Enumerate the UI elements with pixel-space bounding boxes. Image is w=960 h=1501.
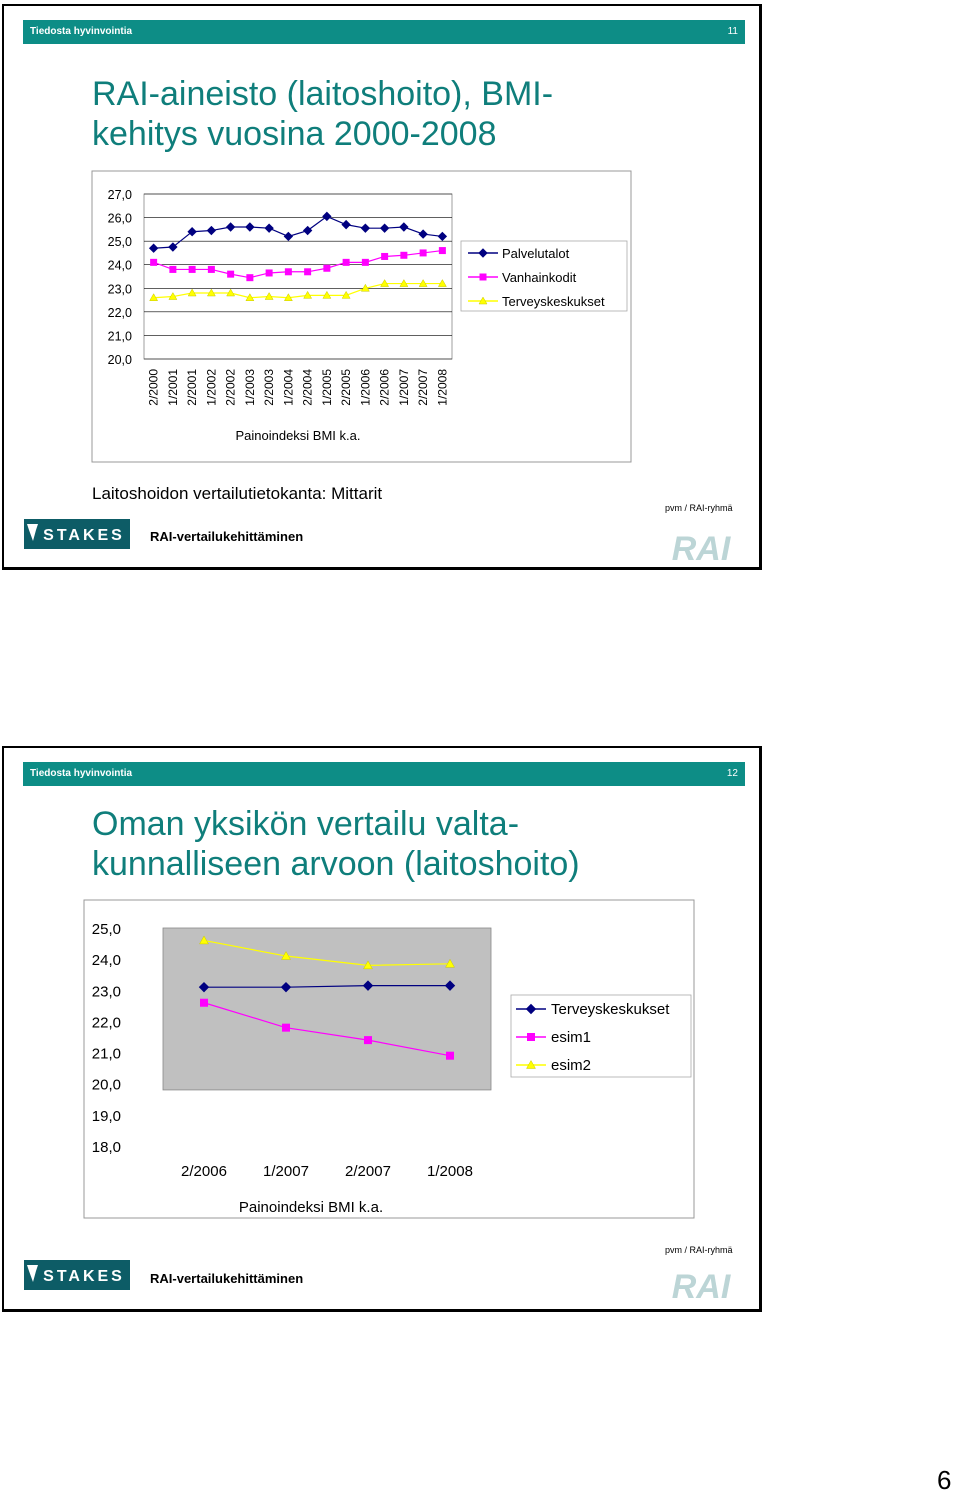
slide-title-line-1: RAI-aineisto (laitoshoito), BMI- [92,75,554,113]
data-point [420,250,426,256]
stakes-logo [24,519,130,549]
y-tick-label: 25,0 [91,921,121,938]
legend-label: Terveyskeskukset [502,294,605,309]
data-point [266,270,272,276]
data-point [362,259,368,265]
data-point [228,271,234,277]
data-point [151,259,157,265]
legend-label: esim1 [551,1029,592,1046]
x-tick-label: 2/2007 [416,369,431,406]
page-number: 6 [937,1465,952,1495]
y-tick-label: 20,0 [91,1076,121,1094]
x-tick-label: 1/2006 [358,369,373,406]
y-tick-label: 23,0 [107,282,132,297]
legend-label: Vanhainkodit [502,270,577,285]
y-tick-label: 21,0 [107,329,132,344]
y-tick-label: 23,0 [91,983,121,1001]
data-point [189,266,195,272]
header-label: Tiedosta hyvinvointia [30,768,133,779]
data-point [283,1024,290,1031]
x-tick-label: 1/2001 [165,369,180,406]
data-point [170,266,176,272]
y-tick-label: 20,0 [107,353,132,367]
y-tick-label: 22,0 [91,1014,121,1032]
rai-logo [656,530,746,566]
legend-label: Palvelutalot [502,246,570,261]
x-tick-label: 1/2002 [204,369,219,406]
data-point [439,248,445,254]
x-tick-label: 2/2006 [377,369,392,406]
data-point [365,1037,372,1044]
stakes-logo-text: STAKES [43,527,125,544]
data-point [382,253,388,259]
data-point [208,266,214,272]
slide-title-line-2: kehitys vuosina 2000-2008 [92,115,497,153]
plot-area [144,194,452,359]
y-tick-label: 24,0 [107,258,132,273]
data-point [201,999,208,1006]
stakes-logo [24,1260,130,1290]
x-tick-label: 1/2007 [263,1163,309,1180]
y-tick-label: 27,0 [107,188,132,202]
data-point [247,275,253,281]
y-tick-label: 24,0 [91,952,121,970]
y-tick-label: 19,0 [91,1107,121,1125]
data-point [401,252,407,258]
y-tick-label: 18,0 [91,1139,121,1156]
data-point [324,265,330,271]
stakes-logo-text: STAKES [43,1268,125,1285]
rai-logo [656,1268,746,1304]
slide-12 [2,746,762,1312]
slide-number: 11 [727,26,738,37]
x-tick-label: 2/2002 [223,369,238,406]
legend-label: Terveyskeskukset [551,1001,670,1018]
footer-date-group: pvm / RAI-ryhmä [665,503,733,513]
y-tick-label: 25,0 [107,235,132,250]
x-tick-label: 2/2001 [185,369,200,406]
y-tick-label: 22,0 [107,305,132,320]
rai-logo-text: RAI [671,530,731,566]
legend-label: esim2 [551,1057,592,1074]
x-tick-label: 1/2005 [319,369,334,406]
x-tick-label: 2/2006 [181,1163,227,1180]
x-tick-label: 2/2005 [339,369,354,406]
legend-marker [480,274,486,280]
x-tick-label: 2/2007 [345,1163,391,1180]
slide-11 [2,4,762,570]
footer-text: RAI-vertailukehittäminen [150,1271,304,1286]
x-tick-label: 2/2004 [300,369,315,406]
slide-number: 12 [726,768,738,779]
slide-title-line-2: kunnalliseen arvoon (laitoshoito) [92,845,580,883]
data-point [343,259,349,265]
unit-comparison-chart [4,748,764,1228]
footer-text: RAI-vertailukehittäminen [150,529,304,544]
slide-caption: Laitoshoidon vertailutietokanta: Mittarit [92,484,383,503]
x-tick-label: 1/2003 [242,369,257,406]
data-point [305,269,311,275]
x-tick-label: 1/2007 [396,369,411,406]
data-point [447,1052,454,1059]
x-axis-label: Painoindeksi BMI k.a. [235,428,361,443]
rai-logo-text: RAI [671,1268,731,1304]
slide-title-line-1: Oman yksikön vertailu valta- [92,805,520,843]
header-label: Tiedosta hyvinvointia [30,26,133,37]
bmi-trend-chart [4,6,764,476]
x-tick-label: 1/2004 [281,369,296,406]
x-axis-label: Painoindeksi BMI k.a. [238,1199,384,1216]
legend-marker [528,1034,535,1041]
y-tick-label: 21,0 [91,1045,121,1063]
data-point [285,269,291,275]
plot-area [163,928,491,1090]
x-tick-label: 2/2000 [146,369,161,406]
y-tick-label: 26,0 [107,211,132,226]
footer-date-group: pvm / RAI-ryhmä [665,1245,733,1255]
x-tick-label: 1/2008 [435,369,450,406]
x-tick-label: 1/2008 [427,1163,473,1180]
x-tick-label: 2/2003 [262,369,277,406]
